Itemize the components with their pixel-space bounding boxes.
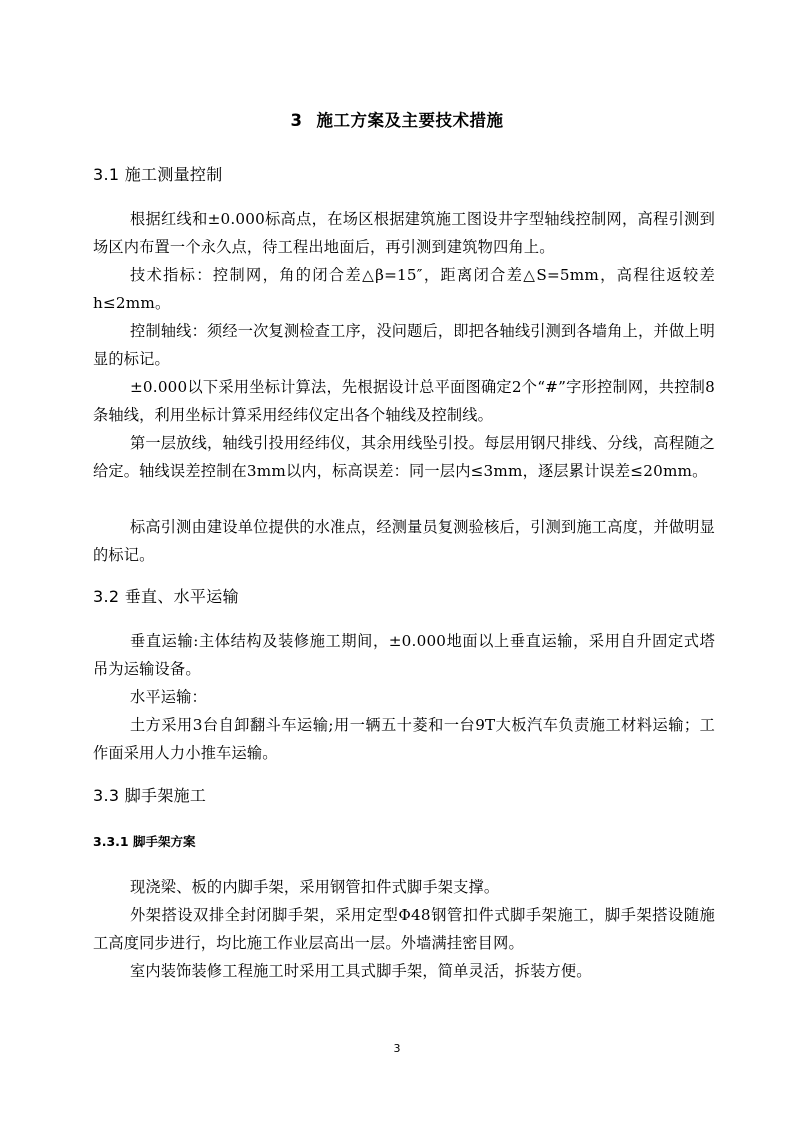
paragraph-survey-basis: 根据红线和±0.000标高点，在场区根据建筑施工图设井字型轴线控制网，高程引测到场区内布置一个永久点，待工程出地面后，再引测到建筑物四角上。 xyxy=(93,210,715,256)
page-number: 3 xyxy=(393,1042,401,1055)
paragraph-tech-indicators: 技术指标：控制网，角的闭合差△β=15″，距离闭合差△S=5mm，高程往返较差h≤2mm。 xyxy=(93,266,715,312)
paragraph-outer-scaffold: 外架搭设双排全封闭脚手架，采用定型Φ48钢管扣件式脚手架施工，脚手架搭设随施工高度同步进行，均比施工作业层高出一层。外墙满挂密目网。 xyxy=(93,906,715,952)
chapter-number: 3 xyxy=(290,111,303,130)
paragraph-coordinate-method: ±0.000以下采用坐标计算法，先根据设计总平面图确定2个“#”字形控制网，共控制8条轴线，利用坐标计算采用经纬仪定出各个轴线及控制线。 xyxy=(93,378,715,424)
section-heading-3-3: 3.3 脚手架施工 xyxy=(93,786,207,805)
paragraph-vertical-transport: 垂直运输:主体结构及装修施工期间，±0.000地面以上垂直运输，采用自升固定式塔吊为运输设备。 xyxy=(93,632,715,678)
paragraph-horizontal-label: 水平运输： xyxy=(130,688,207,706)
section-heading-3-1: 3.1 施工测量控制 xyxy=(93,165,223,184)
chapter-title-text: 施工方案及主要技术措施 xyxy=(316,111,504,130)
paragraph-layout-lines: 第一层放线，轴线引投用经纬仪，其余用线坠引投。每层用钢尺排线、分线，高程随之给定。轴线误差控制在3mm以内，标高误差：同一层内≤3mm，逐层累计误差≤20mm。 xyxy=(93,434,715,480)
paragraph-indoor-scaffold: 室内装饰装修工程施工时采用工具式脚手架，简单灵活，拆装方便。 xyxy=(130,962,592,980)
paragraph-horizontal-transport: 土方采用3台自卸翻斗车运输;用一辆五十菱和一台9T大板汽车负责施工材料运输；工作面采用人力小推车运输。 xyxy=(93,716,715,762)
paragraph-elevation: 标高引测由建设单位提供的水准点，经测量员复测验核后，引测到施工高度，并做明显的标记。 xyxy=(93,518,715,564)
paragraph-control-axis: 控制轴线：须经一次复测检查工序，没问题后，即把各轴线引测到各墙角上，并做上明显的标记。 xyxy=(93,322,715,368)
section-heading-3-2: 3.2 垂直、水平运输 xyxy=(93,587,239,606)
paragraph-inner-scaffold: 现浇梁、板的内脚手架，采用钢管扣件式脚手架支撑。 xyxy=(130,878,500,896)
subsection-heading-3-3-1: 3.3.1 脚手架方案 xyxy=(93,834,196,849)
chapter-title xyxy=(0,107,794,131)
